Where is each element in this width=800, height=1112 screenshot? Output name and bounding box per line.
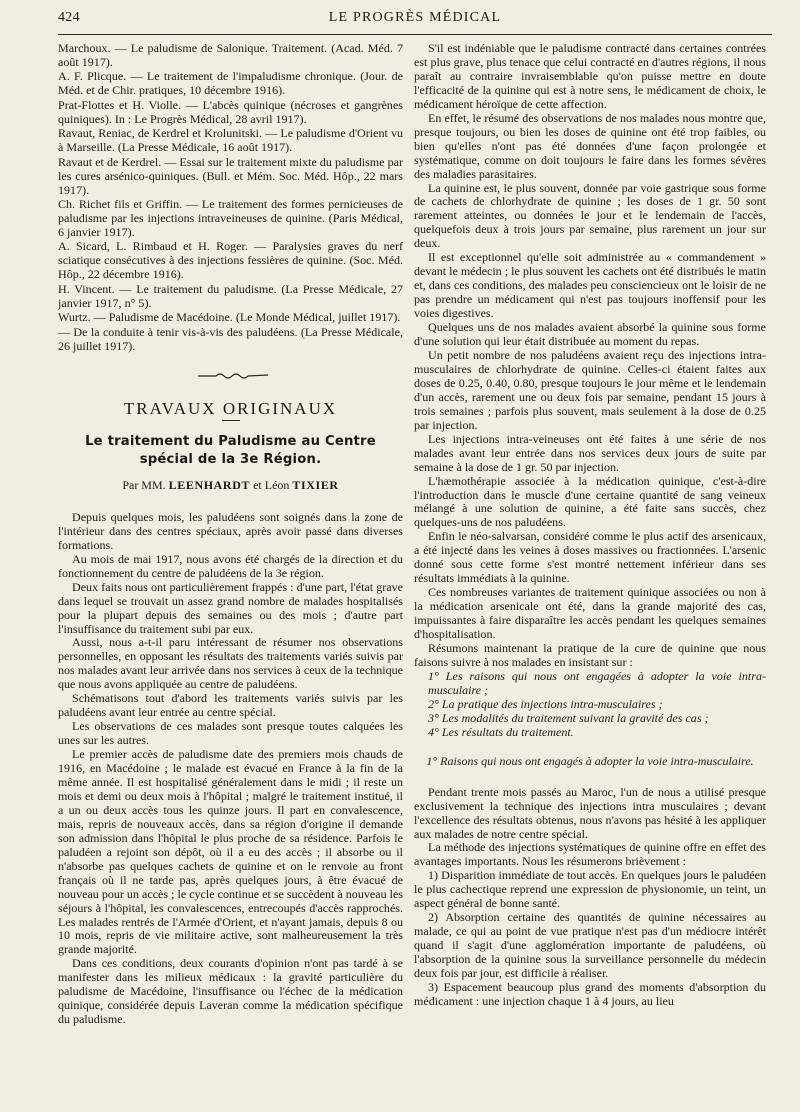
paragraph: Dans ces conditions, deux courants d'opinion n'ont pas tardé à se manifester dans les milieux médicaux : la gravité particulière du paludisme de Macédoine, l'insuffisance ou l'échec de la médication quinique, considérée depuis Laveran comme la médication spécifique du paludisme.: [58, 956, 403, 1027]
reference-item: Wurtz. — Paludisme de Macédoine. (Le Monde Médical, juillet 1917).: [58, 310, 401, 325]
paragraph: Le premier accès de paludisme date des premiers mois chauds de 1916, en Macédoine ; le malade est évacué en France à la fin de la même année. Il est hospitalisé généralement dans le midi ; il reste un mois et demi ou deux mois à l'hôpital ; malgré le traitement institué, il a un ou deux accès tous les quinze jours. Il part en convalescence, mais, repris de nouveaux accès, dans sa région d'origine il demande son admission dans l'hôpital le plus proche de sa résidence. Parfois le paludéen a rejoint son dépôt, où il a eu des accès ; il absorbe ou il n'absorbe pas quelques cachets de quinine et on le renvoie au front français où il ne tarde pas, après quelques jours, à être évacué de nouveau pour un accès ; le cycle continue et se succèdent à nouveau les séjours à l'hôpital, les convalescences, entrecoupés d'accès rapprochés. Les malades rentrés de l'Armée d'Orient, et n'ayant jamais, depuis 8 ou 10 mois, repris de vie militaire active, sont malheureusement la très grande majorité.: [58, 747, 403, 957]
list-item: 2° La pratique des injections intra-musculaires ;: [428, 696, 663, 711]
ornamental-separator: [58, 354, 403, 392]
reference-item: H. Vincent. — Le traitement du paludisme. (La Presse Médicale, 27 janvier 1917, n° 5).: [58, 281, 403, 310]
section-title: TRAVAUX ORIGINAUX: [123, 398, 338, 418]
reference-item: Ravaut, Reniac, de Kerdrel et Krolunitski. — Le paludisme d'Orient vu à Marseille. (La Presse Médicale, 16 août 1917).: [58, 126, 403, 155]
paragraph: Les injections intra-veineuses ont été faites à une série de nos malades avant leur entrée dans nos services deux jours de suite par semaine à la dose de 1 gr. 50 par injection.: [414, 431, 766, 474]
paragraph: La méthode des injections systématiques de quinine offre en effet des avantages importants. Nous les résumerons brièvement :: [414, 840, 766, 869]
left-column: [58, 42, 403, 1098]
paragraph: Pendant trente mois passés au Maroc, l'un de nous a utilisé presque exclusivement la technique des injections intra musculaires ; devant l'excellence des résultats obtenus, nous n'avons pas hésité à les appliquer aux malades de notre centre spécial.: [414, 784, 766, 841]
paragraph: 1) Disparition immédiate de tout accès. En quelques jours le paludéen le plus cachectique reprend une expression de physionomie, un teint, un aspect général de bonne santé.: [414, 868, 766, 911]
article-body-right: [414, 42, 766, 670]
paragraph: Résumons maintenant la pratique de la cure de quinine que nous faisons suivre à nos malades en insistant sur :: [414, 640, 766, 669]
list-item: 1° Les raisons qui nous ont engagées à adopter la voie intra-musculaire ;: [428, 668, 766, 697]
byline: Par MM. LEENHARDT et Léon TIXIER: [122, 477, 339, 492]
paragraph: Aussi, nous a-t-il paru intéressant de résumer nos observations personnelles, en opposant les résultats des traitements variés suivis par nos malades avant leur arrivée dans nos services à ceux de la technique que nous avons appliquée au centre de paludéens.: [58, 635, 403, 692]
paragraph: Quelques uns de nos malades avaient absorbé la quinine sous forme d'une solution qui leur était distribuée au moment du repas.: [414, 320, 766, 349]
list-item: 4° Les résultats du traitement.: [428, 724, 574, 739]
paragraph: En effet, le résumé des observations de nos malades nous montre que, presque toujours, ou bien les doses de quinine ont été trop faibles, ou bien qu'elles n'ont pas été données d'une façon prolongée et systématique, comme on doit toujours le faire dans les formes sévères des maladies parasitaires.: [414, 110, 766, 181]
paragraph: 3) Espacement beaucoup plus grand des moments d'absorption du médicament : une injection chaque 1 à 4 jours, au lieu: [414, 980, 766, 1008]
paragraph: La quinine est, le plus souvent, donnée par voie gastrique sous forme de cachets de chlorhydrate de quinine ; les doses de 1 gr. 50 sont rarement atteintes, ou données le jour et le lendemain de l'accès, quelquefois deux à trois jours par semaine, plus rarement un jour sur deux.: [414, 180, 766, 251]
author-leenhardt: LEENHARDT: [168, 477, 251, 492]
paragraph: Un petit nombre de nos paludéens avaient reçu des injections intra-musculaires de chlorhydrate de quinine. Celles-ci étaient faites aux doses de 0.25, 0.40, 0.80, presque toujours le jour même et le lendemain d'un accès, rarement une ou deux fois par semaine, pendant 15 jours à trois semaines ; parfois plus souvent, mais seulement à la dose de 0.25 par injection.: [414, 347, 766, 432]
header-rule: [58, 34, 772, 35]
list-item: 3° Les modalités du traitement suivant la gravité des cas ;: [428, 710, 709, 725]
reference-list: [58, 42, 403, 353]
article-title: Le traitement du Paludisme au Centre spécial de la 3e Région.: [85, 433, 376, 467]
article-body-left: [58, 511, 403, 1027]
page-number: 424: [58, 10, 80, 25]
outline-list: [414, 670, 766, 740]
paragraph: Schématisons tout d'abord les traitements variés suivis par les paludéens avant leur entrée au centre spécial.: [58, 691, 403, 720]
paragraph: L'hæmothérapie associée à la médication quinique, c'est-à-dire l'introduction dans le muscle d'une certaine quantité de sang veineux mélangé à une solution de quinine, a été faite sans succès, chez quelques-uns de nos paludéens.: [414, 473, 766, 530]
paragraph: Ces nombreuses variantes de traitement quinique associées ou non à la médication arsenicale ont été, dans la grande majorité des cas, impuissantes à faire disparaître les accès pendant les quelques semaines d'hospitalisation.: [414, 585, 766, 642]
paragraph: Les observations de ces malades sont presque toutes calquées les unes sur les autres.: [58, 719, 403, 748]
reference-item: Ch. Richet fils et Griffin. — Le traitement des formes pernicieuses de paludisme par les injections intraveineuses de quinine. (Paris Médical, 6 janvier 1917).: [58, 196, 403, 239]
paragraph: S'il est indéniable que le paludisme contracté dans certaines contrées est plus grave, plus tenace que celui contracté en d'autres régions, il nous paraît au contraire invraisemblable qu'on puisse mettre en doute l'efficacité de la quinine qui est à notre sens, le médicament de choix, le médicament héroïque de cette affection.: [414, 42, 766, 111]
page-header: [58, 8, 772, 30]
right-column: [414, 42, 766, 1098]
author-tixier: TIXIER: [292, 477, 339, 492]
article-body-right-2: [414, 786, 766, 1009]
journal-title: LE PROGRÈS MÉDICAL: [328, 10, 502, 25]
paragraph: Au mois de mai 1917, nous avons été chargés de la direction et du fonctionnement du centre de paludéens de la 3e région.: [58, 551, 403, 580]
squiggle-ornament-icon: [198, 370, 268, 380]
reference-item: Ravaut et de Kerdrel. — Essai sur le traitement mixte du paludisme par les cures arsénico-quiniques. (Bull. et Mém. Soc. Méd. Hôp., 22 mars 1917).: [58, 154, 403, 197]
reference-item: Marchoux. — Le paludisme de Salonique. Traitement. (Acad. Méd. 7 août 1917).: [58, 42, 403, 69]
paragraph: Depuis quelques mois, les paludéens sont soignés dans la zone de l'intérieur dans des centres spéciaux, après avoir passé dans diverses formations.: [58, 509, 403, 552]
section-dash: [222, 420, 240, 421]
paragraph: Deux faits nous ont particulièrement frappés : d'une part, l'état grave dans lequel se trouvait un assez grand nombre de malades hospitalisés pour la plupart depuis des semaines ou des mois ; d'autre part l'insuffisance du traitement subi par eux.: [58, 579, 403, 636]
reference-item: A. Sicard, L. Rimbaud et H. Roger. — Paralysies graves du nerf sciatique consécutives à des injections fessières de quinine. (Soc. Méd. Hôp., 22 décembre 1916).: [58, 239, 403, 282]
reference-item: A. F. Plicque. — Le traitement de l'impaludisme chronique. (Jour. de Méd. et de Chir. pratiques, 10 décembre 1916).: [58, 69, 403, 98]
paragraph: 2) Absorption certaine des quantités de quinine nécessaires au malade, ce qui au point de vue pratique n'est pas d'un médiocre intérêt quand il s'agit d'une agglomération importante de paludéens, où l'absorption de la quinine sous la surveillance personnelle du médecin deux fois par jour, est difficile à réaliser.: [414, 910, 766, 981]
reference-item: — De la conduite à tenir vis-à-vis des paludéens. (La Presse Médicale, 26 juillet 1917).: [58, 324, 403, 353]
reference-item: Prat-Flottes et H. Violle. — L'abcès quinique (nécroses et gangrènes quiniques). In : Le Progrès Médical, 28 avril 1917).: [58, 97, 403, 126]
paragraph: Il est exceptionnel qu'elle soit administrée au « commandement » devant le médecin ; le plus souvent les cachets ont été distribués le matin et, dans ces conditions, des malades peu consciencieux ont le loisir de ne pas prendre un médicament qui n'est pas toujours inoffensif pour les voies digestives.: [414, 250, 766, 321]
subsection-heading: 1° Raisons qui nous ont engagés à adopter la voie intra-musculaire.: [426, 753, 754, 768]
paragraph: Enfin le néo-salvarsan, considéré comme le plus actif des arsenicaux, a été injecté dans les veines à doses massives ou fractionnées. L'arsenic donné sous cette forme s'est montré nettement inférieur dans ses résultats immédiats à la quinine.: [414, 529, 766, 586]
